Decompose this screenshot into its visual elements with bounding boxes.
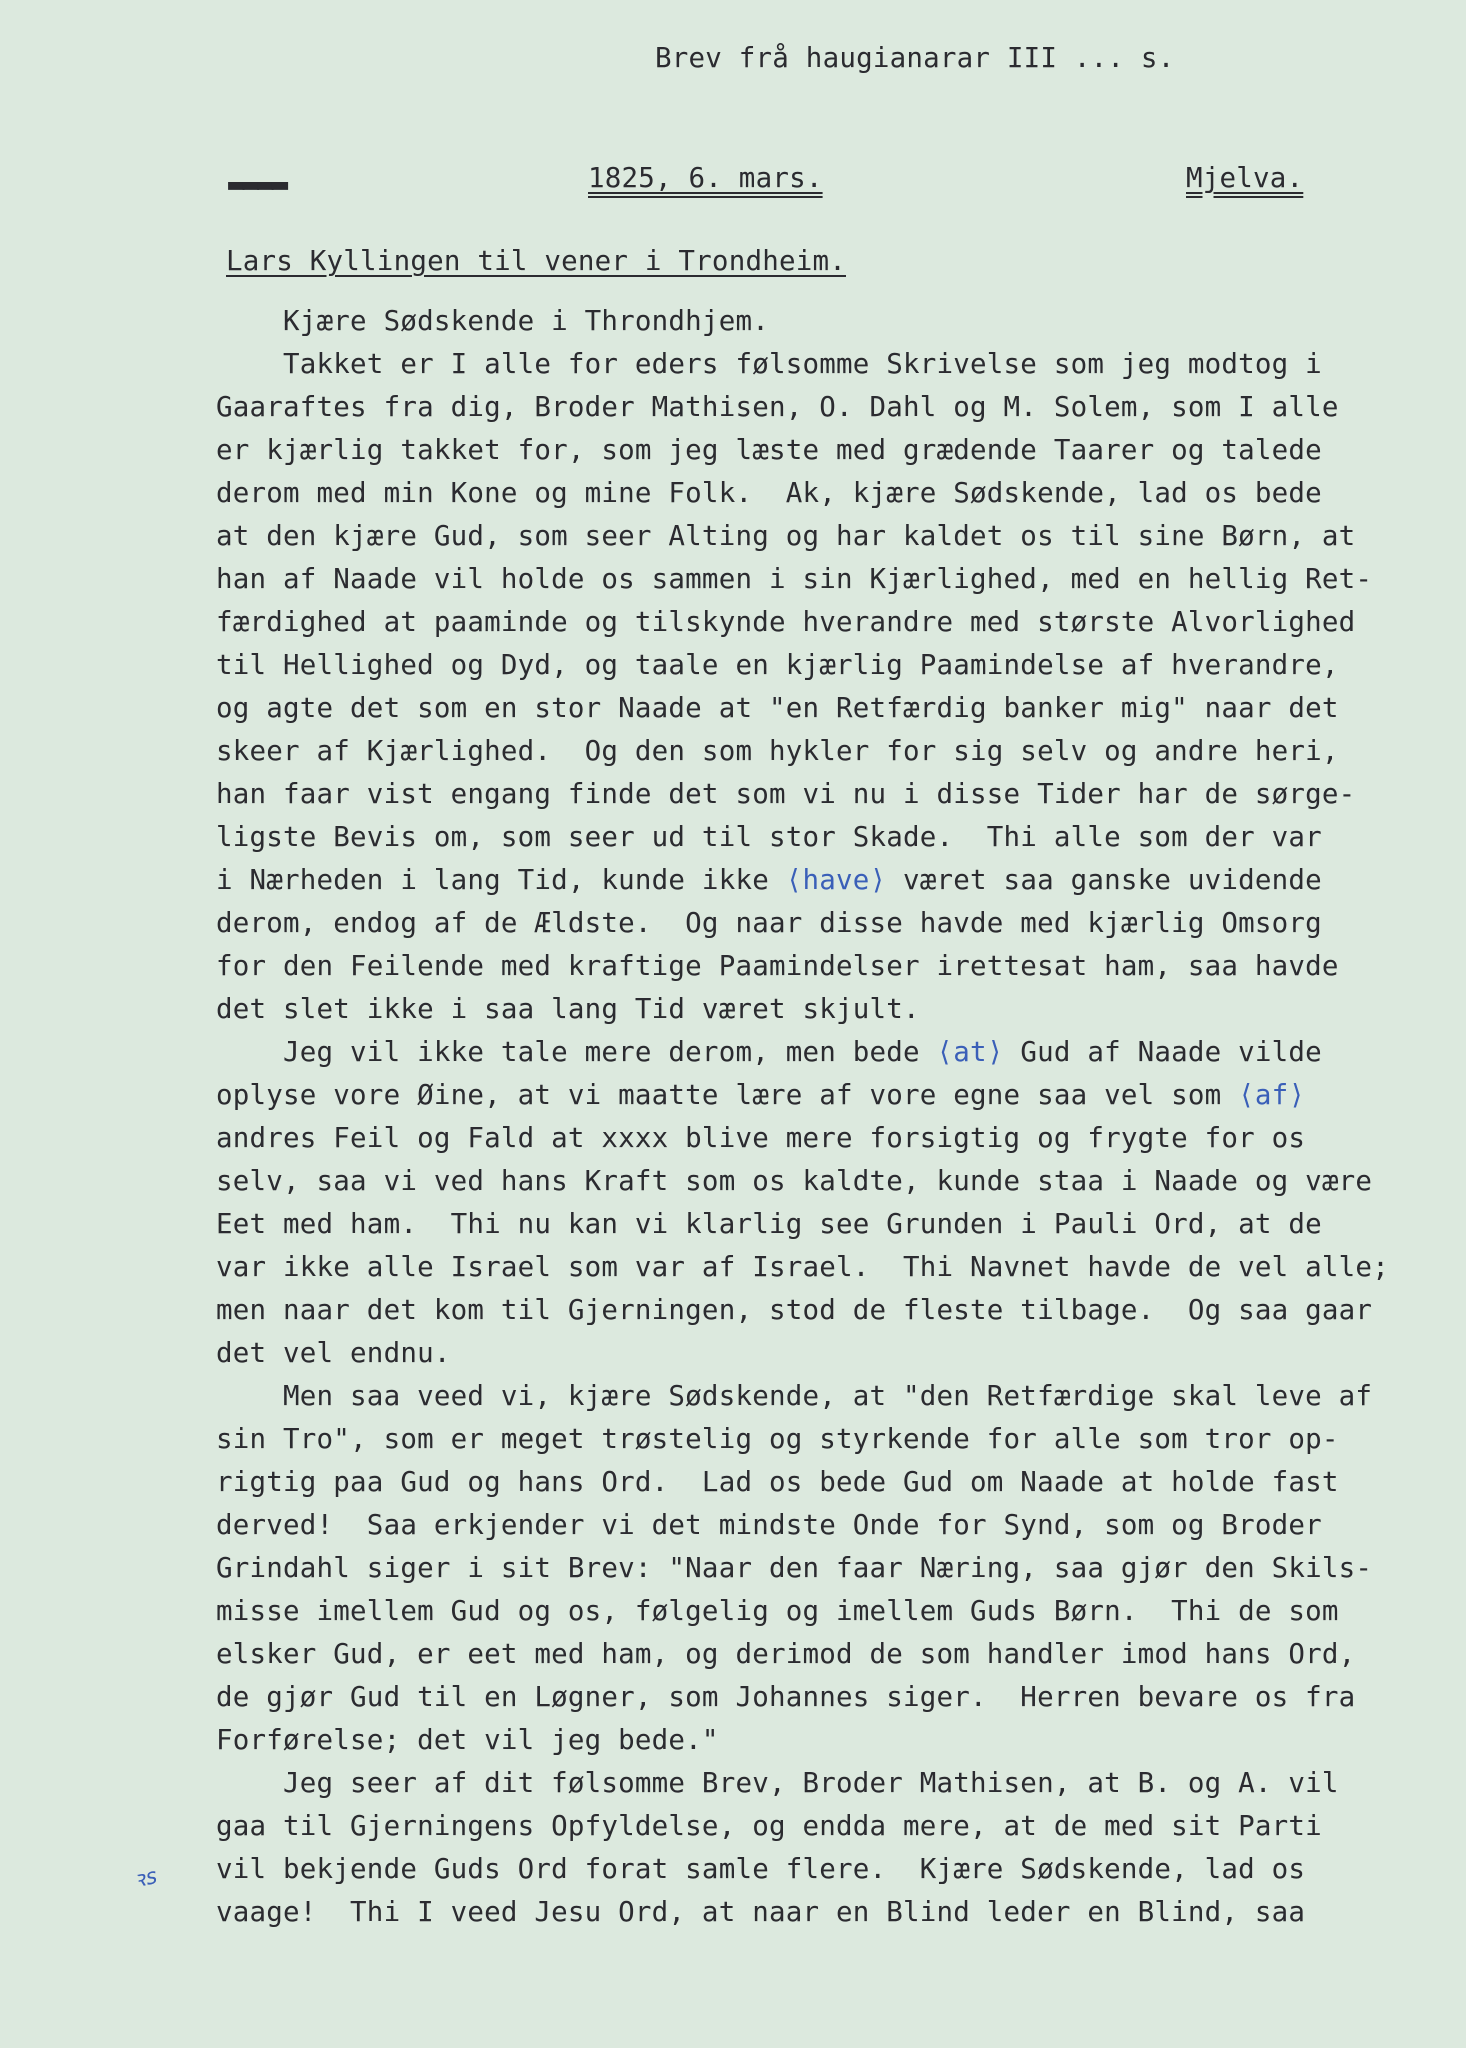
line-text: Kjære Sødskende i Throndhjem. — [216, 305, 769, 337]
text-line — [216, 1547, 1446, 1590]
text-line — [216, 429, 1446, 472]
line-text: sin Tro", som er meget trøstelig og styrkende for alle som tror op- — [216, 1423, 1339, 1455]
text-line — [216, 945, 1446, 988]
line-text: skeer af Kjærlighed. Og den som hykler for sig selv og andre heri, — [216, 735, 1339, 767]
text-line — [216, 1203, 1446, 1246]
text-line — [216, 816, 1446, 859]
text-line — [216, 730, 1446, 773]
line-text: oplyse vore Øine, at vi maatte lære af vore egne saa vel som — [216, 1079, 1239, 1111]
text-line — [216, 1418, 1446, 1461]
line-text: gaa til Gjerningens Opfyldelse, og endda mere, at de med sit Parti — [216, 1810, 1322, 1842]
line-text: han af Naade vil holde os sammen i sin Kjærlighed, med en hellig Ret- — [216, 563, 1373, 595]
text-line — [216, 644, 1446, 687]
line-text: misse imellem Gud og os, følgelig og imellem Guds Børn. Thi de som — [216, 1595, 1339, 1627]
line-text: været saa ganske uvidende — [886, 864, 1322, 896]
text-line — [216, 1762, 1446, 1805]
text-line — [216, 1289, 1446, 1332]
text-line — [216, 300, 1446, 343]
text-line — [216, 1375, 1446, 1418]
text-line — [216, 1031, 1446, 1074]
text-line — [216, 1246, 1446, 1289]
letter-date: 1825, 6. mars. — [588, 162, 823, 194]
line-text: Gaaraftes fra dig, Broder Mathisen, O. Dahl og M. Solem, som I alle — [216, 391, 1339, 423]
text-line — [216, 1074, 1446, 1117]
text-line — [216, 1633, 1446, 1676]
text-line — [216, 988, 1446, 1031]
line-text: i Nærheden i lang Tid, kunde ikke — [216, 864, 786, 896]
line-text: var ikke alle Israel som var af Israel. Thi Navnet havde de vel alle; — [216, 1251, 1389, 1283]
text-line — [216, 558, 1446, 601]
line-text: elsker Gud, er eet med ham, og derimod de som handler imod hans Ord, — [216, 1638, 1356, 1670]
text-line — [216, 773, 1446, 816]
inserted-word: ⟨have⟩ — [785, 864, 887, 896]
letter-subtitle: Lars Kyllingen til vener i Trondheim. — [226, 245, 846, 277]
text-line — [216, 472, 1446, 515]
line-text: Jeg vil ikke tale mere derom, men bede — [216, 1036, 937, 1068]
document-header-title: Brev frå haugianarar III ... s. — [655, 42, 1175, 74]
struck-mark: ▬▬▬▬ — [228, 168, 287, 200]
line-text: men naar det kom til Gjerningen, stod de fleste tilbage. Og saa gaar — [216, 1294, 1373, 1326]
line-text: Gud af Naade vilde — [1003, 1036, 1322, 1068]
line-text: derom, endog af de Ældste. Og naar disse havde med kjærlig Omsorg — [216, 907, 1322, 939]
margin-annotation: ꝛs — [131, 1863, 161, 1894]
line-text: vil bekjende Guds Ord forat samle flere. Kjære Sødskende, lad os — [216, 1853, 1306, 1885]
text-line — [216, 601, 1446, 644]
text-line — [216, 1504, 1446, 1547]
line-text: rigtig paa Gud og hans Ord. Lad os bede Gud om Naade at holde fast — [216, 1466, 1339, 1498]
line-text: at den kjære Gud, som seer Alting og har kaldet os til sine Børn, at — [216, 520, 1356, 552]
line-text: han faar vist engang finde det som vi nu i disse Tider har de sørge- — [216, 778, 1356, 810]
line-text: ligste Bevis om, som seer ud til stor Skade. Thi alle som der var — [216, 821, 1322, 853]
line-text: til Hellighed og Dyd, og taale en kjærlig Paamindelse af hverandre, — [216, 649, 1339, 681]
line-text: Jeg seer af dit følsomme Brev, Broder Mathisen, at B. og A. vil — [216, 1767, 1339, 1799]
text-line — [216, 1332, 1446, 1375]
text-line — [216, 859, 1446, 902]
text-line — [216, 1590, 1446, 1633]
text-line — [216, 1805, 1446, 1848]
line-text: færdighed at paaminde og tilskynde hverandre med største Alvorlighed — [216, 606, 1356, 638]
line-text: det vel endnu. — [216, 1337, 451, 1369]
line-text: for den Feilende med kraftige Paamindelser irettesat ham, saa havde — [216, 950, 1339, 982]
line-text: Eet med ham. Thi nu kan vi klarlig see Grunden i Pauli Ord, at de — [216, 1208, 1322, 1240]
line-text: det slet ikke i saa lang Tid været skjult. — [216, 993, 920, 1025]
line-text: derom med min Kone og mine Folk. Ak, kjære Sødskende, lad os bede — [216, 477, 1322, 509]
text-line — [216, 902, 1446, 945]
letter-place: Mjelva. — [1186, 162, 1304, 194]
text-line — [216, 1117, 1446, 1160]
line-text: er kjærlig takket for, som jeg læste med grædende Taarer og talede — [216, 434, 1322, 466]
text-line — [216, 1160, 1446, 1203]
inserted-word: ⟨af⟩ — [1238, 1079, 1306, 1111]
line-text: Men saa veed vi, kjære Sødskende, at "den Retfærdige skal leve af — [216, 1380, 1373, 1412]
line-text: derved! Saa erkjender vi det mindste Onde for Synd, som og Broder — [216, 1509, 1322, 1541]
text-line — [216, 515, 1446, 558]
text-line — [216, 1891, 1446, 1934]
inserted-word: ⟨at⟩ — [936, 1036, 1004, 1068]
text-line — [216, 687, 1446, 730]
line-text: de gjør Gud til en Løgner, som Johannes siger. Herren bevare os fra — [216, 1681, 1356, 1713]
dateline — [0, 162, 1466, 202]
line-text: Forførelse; det vil jeg bede." — [216, 1724, 719, 1756]
text-line — [216, 1719, 1446, 1762]
line-text: andres Feil og Fald at xxxx blive mere forsigtig og frygte for os — [216, 1122, 1306, 1154]
letter-body — [216, 300, 1446, 1934]
line-text: Takket er I alle for eders følsomme Skrivelse som jeg modtog i — [216, 348, 1322, 380]
line-text: og agte det som en stor Naade at "en Retfærdig banker mig" naar det — [216, 692, 1339, 724]
text-line — [216, 386, 1446, 429]
text-line — [216, 1461, 1446, 1504]
line-text: selv, saa vi ved hans Kraft som os kaldte, kunde staa i Naade og være — [216, 1165, 1373, 1197]
line-text: vaage! Thi I veed Jesu Ord, at naar en Blind leder en Blind, saa — [216, 1896, 1306, 1928]
text-line — [216, 343, 1446, 386]
text-line — [216, 1676, 1446, 1719]
text-line — [216, 1848, 1446, 1891]
line-text: Grindahl siger i sit Brev: "Naar den faar Næring, saa gjør den Skils- — [216, 1552, 1373, 1584]
